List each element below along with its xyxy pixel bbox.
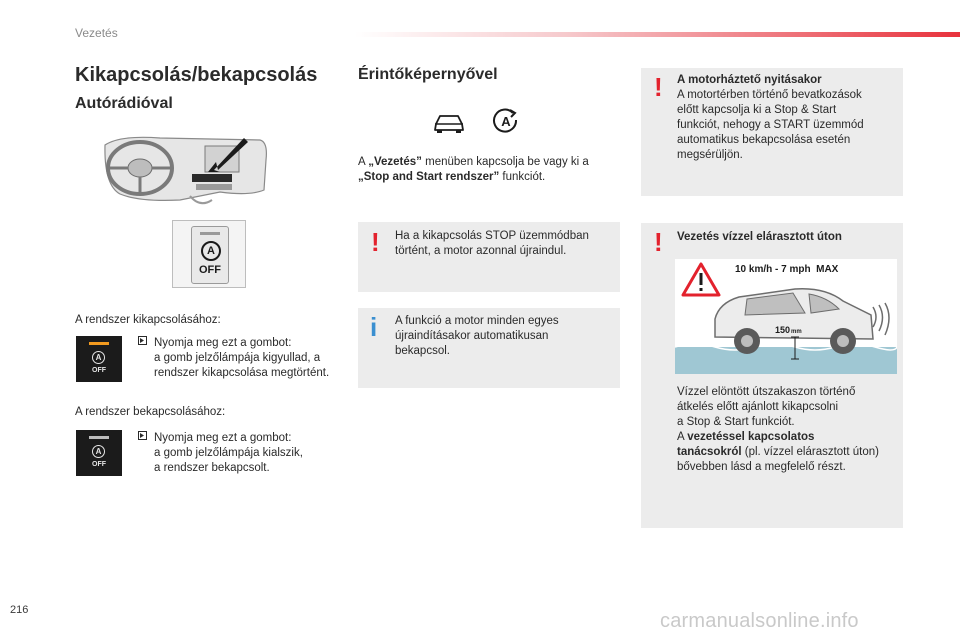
auto-enable-info-text — [395, 314, 615, 359]
warning-icon: ! — [654, 72, 663, 102]
bullet-icon — [138, 431, 147, 443]
auto-a-letter: A — [95, 353, 102, 362]
stop-start-icon — [492, 108, 520, 136]
restart-warning-box — [358, 222, 620, 292]
indicator-off-bar — [89, 436, 109, 439]
indicator-light — [200, 232, 220, 235]
watermark-brand: carmanualsonline.info — [660, 610, 859, 632]
bonnet-warning-line3: funkciót, nehogy a START üzemmód — [677, 119, 864, 131]
flood-line5-bold: tanácsokról — [677, 446, 742, 458]
auto-enable-info-box — [358, 308, 620, 388]
flood-line4-prefix: A — [677, 431, 688, 443]
disable-intro: A rendszer kikapcsolásához: — [75, 314, 221, 326]
section-header: Vezetés — [75, 26, 118, 40]
flood-advice-text — [677, 385, 901, 475]
driving-car-icon — [432, 112, 466, 139]
para-bold-system: „Stop and Start rendszer” — [358, 171, 500, 183]
enable-step-line2: a gomb jelzőlámpája kialszik, — [154, 447, 303, 459]
disable-step-line1: Nyomja meg ezt a gombot: — [154, 337, 292, 349]
flood-line3: a Stop & Start funkciót. — [677, 416, 795, 428]
bonnet-warning-line4: automatikus bekapcsolása esetén — [677, 134, 851, 146]
dashboard-illustration — [100, 130, 270, 210]
auto-a-letter: A — [207, 245, 215, 257]
bonnet-warning-line1: A motortérben történő bevatkozások — [677, 89, 862, 101]
auto-a-icon — [92, 351, 105, 364]
indicator-on-bar — [89, 342, 109, 345]
stop-start-letter: A — [501, 114, 511, 129]
flood-illustration — [675, 259, 897, 374]
disable-step — [154, 336, 344, 381]
bullet-icon — [138, 336, 147, 348]
speed-limit-label: 10 km/h - 7 mph MAX — [735, 264, 839, 275]
bonnet-warning-title: A motorháztető nyitásakor — [677, 74, 822, 86]
warning-icon: ! — [654, 227, 663, 257]
auto-a-letter: A — [95, 447, 102, 456]
info-line1: A funkció a motor minden egyes — [395, 315, 559, 327]
header-accent-bar — [355, 32, 960, 37]
restart-warning-line1: Ha a kikapcsolás STOP üzemmódban — [395, 230, 589, 242]
flood-line5-rest: (pl. vízzel elárasztott úton) — [741, 446, 879, 458]
disable-step-line2: a gomb jelzőlámpája kigyullad, a — [154, 352, 321, 364]
depth-value: 150 — [775, 325, 791, 335]
auto-a-icon — [201, 241, 221, 261]
off-button-unlit-thumb — [76, 430, 122, 476]
warning-icon: ! — [371, 227, 380, 257]
info-line3: bekapcsol. — [395, 345, 450, 357]
enable-step — [154, 431, 344, 476]
para-suffix: funkciót. — [499, 171, 546, 183]
touchscreen-title: Érintőképernyővel — [358, 66, 498, 83]
flood-warning-title-text: Vezetés vízzel elárasztott úton — [677, 231, 842, 243]
flood-line2: átkelés előtt ajánlott kikapcsolni — [677, 401, 839, 413]
restart-warning-line2: történt, a motor azonnal újraindul. — [395, 245, 567, 257]
touchscreen-paragraph — [358, 155, 618, 185]
auto-a-icon — [92, 445, 105, 458]
flood-warning-box — [641, 223, 903, 528]
off-label: OFF — [199, 264, 221, 276]
off-label: OFF — [92, 367, 106, 374]
para-mid: menüben kapcsolja be vagy ki a — [421, 156, 589, 168]
off-button-illustration — [172, 220, 246, 288]
flood-line4-bold: vezetéssel kapcsolatos — [687, 431, 815, 443]
depth-unit: mm — [791, 329, 802, 335]
bonnet-warning-box — [641, 68, 903, 196]
bonnet-warning-line2: előtt kapcsolja ki a Stop & Start — [677, 104, 837, 116]
section-subtitle: Autórádióval — [75, 95, 173, 112]
page-title: Kikapcsolás/bekapcsolás — [75, 64, 318, 86]
restart-warning-text — [395, 229, 615, 259]
page-number: 216 — [10, 604, 29, 616]
info-icon: i — [370, 312, 378, 342]
flood-line6: bővebben lásd a megfelelő részt. — [677, 461, 846, 473]
disable-step-line3: rendszer kikapcsolása megtörtént. — [154, 367, 330, 379]
flood-line1: Vízzel elöntött útszakaszon történő — [677, 386, 856, 398]
depth-label — [775, 325, 802, 335]
para-bold-menu: „Vezetés” — [368, 156, 422, 168]
enable-step-line1: Nyomja meg ezt a gombot: — [154, 432, 292, 444]
flood-warning-title — [677, 230, 842, 245]
bonnet-warning-text — [677, 73, 899, 163]
off-label: OFF — [92, 461, 106, 468]
enable-intro: A rendszer bekapcsolásához: — [75, 406, 226, 418]
off-button-lit-thumb — [76, 336, 122, 382]
off-button-body — [191, 226, 229, 284]
para-prefix: A — [358, 156, 369, 168]
enable-step-line3: a rendszer bekapcsolt. — [154, 462, 270, 474]
info-line2: újraindításakor automatikusan — [395, 330, 549, 342]
bonnet-warning-line5: megsérüljön. — [677, 149, 743, 161]
